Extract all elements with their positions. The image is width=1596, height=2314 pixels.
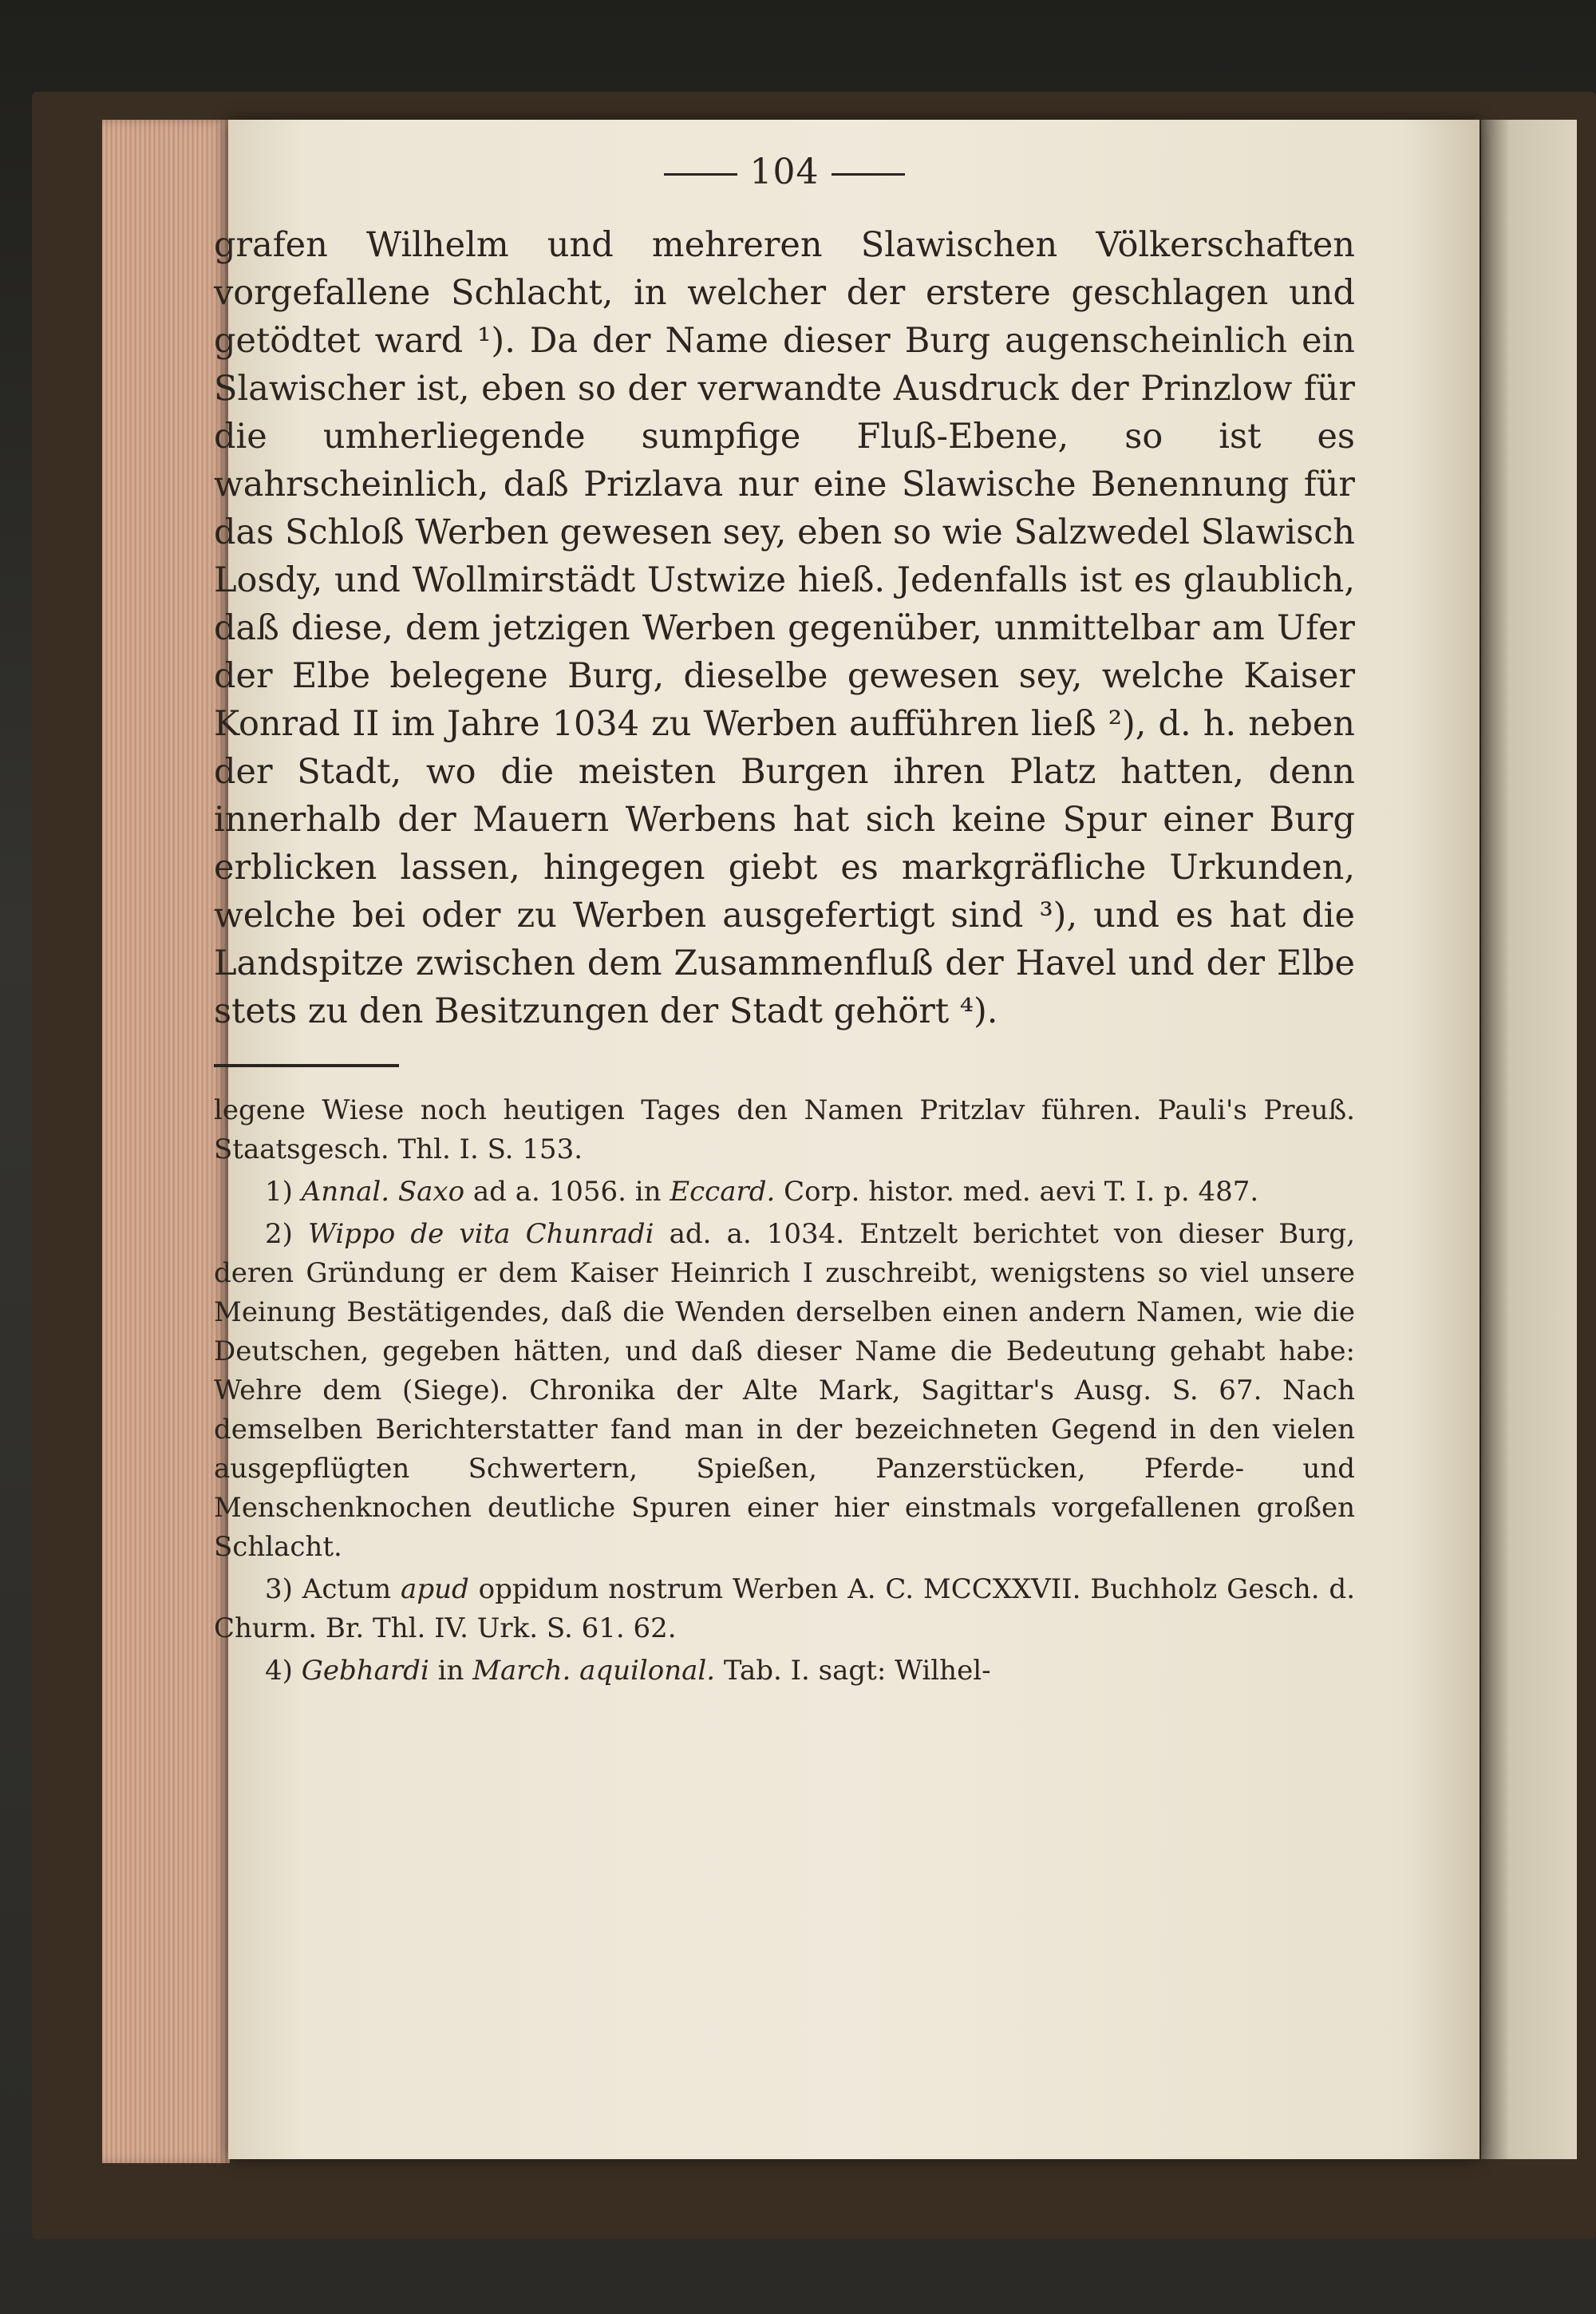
footnotes (214, 1091, 1355, 1691)
footnote-4-source: Gebhardi (301, 1655, 429, 1687)
footnote-1-text-2: Corp. histor. med. aevi T. I. p. 487. (775, 1176, 1259, 1208)
footnote-3-marker: 3) (265, 1573, 293, 1605)
footnote-3-italic: apud (401, 1573, 469, 1605)
footnote-1 (214, 1173, 1355, 1212)
footnote-4-text-2: Tab. I. sagt: Wilhel- (715, 1655, 991, 1687)
footnote-rule (214, 1064, 399, 1067)
footnote-4 (214, 1651, 1355, 1691)
footnote-2-text: ad. a. 1034. Entzelt berichtet von dieser Burg, deren Gründung er dem Kaiser Heinrich I zuschreibt, wenigstens so viel unsere Meinung Bestätigendes, daß die Wenden derselben einen andern Namen, wie die Deutschen, gegeben hätten, und daß dieser Name die Bedeutung gehabt habe: Wehre dem (Siege). Chronika der Alte Mark, Sagittar's Ausg. S. 67. Nach demselben Berichterstatter fand man in der bezeichneten Gegend in den vielen ausgepflügten Schwertern, Spießen, Panzerstücken, Pferde- und Menschenknochen deutliche Spuren einer hier einstmals vorgefallenen großen Schlacht. (214, 1218, 1356, 1563)
left-dash (664, 173, 737, 176)
page-number: 104 (749, 152, 820, 192)
footnote-1-source-2: Eccard. (670, 1176, 776, 1208)
main-text: grafen Wilhelm und mehreren Slawischen Völkerschaften vorgefallene Schlacht, in welcher der erstere geschlagen und getödtet ward ¹). Da der Name dieser Burg augenscheinlich ein Slawischer ist, eben so der verwandte Ausdruck der Prinzlow für die umherliegende sumpfige Fluß-Ebene, so ist es wahrscheinlich, daß Prizlava nur eine Slawische Benennung für das Schloß Werben gewesen sey, eben so wie Salzwedel Slawisch Losdy, und Wollmirstädt Ustwize hieß. Jedenfalls ist es glaublich, daß diese, dem jetzigen Werben gegenüber, unmittelbar am Ufer der Elbe belegene Burg, dieselbe gewesen sey, welche Kaiser Konrad II im Jahre 1034 zu Werben aufführen ließ ²), d. h. neben der Stadt, wo die meisten Burgen ihren Platz hatten, denn innerhalb der Mauern Werbens hat sich keine Spur einer Burg erblicken lassen, hingegen giebt es markgräfliche Urkunden, welche bei oder zu Werben ausgefertigt sind ³), und es hat die Landspitze zwischen dem Zusammenfluß der Havel und der Elbe stets zu den Besitzungen der Stadt gehört ⁴). (214, 225, 1355, 1031)
footnote-2-source: Wippo de vita Chunradi (308, 1218, 654, 1250)
page-edges (102, 120, 230, 2163)
right-dash (832, 173, 905, 176)
footnote-4-source-2: March. aquilonal. (472, 1655, 716, 1687)
footnote-4-text: in (429, 1655, 473, 1687)
adjacent-page-edge (1481, 120, 1577, 2159)
footnote-1-source: Annal. Saxo (301, 1176, 465, 1208)
footnote-3-text-2: oppidum nostrum Werben A. C. MCCXXVII. Buchholz Gesch. d. Churm. Br. Thl. IV. Urk. S. 61. 62. (214, 1573, 1356, 1644)
footnote-1-text: ad a. 1056. in (464, 1176, 670, 1208)
footnote-4-marker: 4) (265, 1655, 293, 1687)
footnote-3-text: Actum (292, 1573, 401, 1605)
page-number-header (214, 152, 1355, 192)
page-content (214, 152, 1355, 1694)
footnote-2-marker: 2) (265, 1218, 293, 1250)
footnote-1-marker: 1) (265, 1176, 293, 1208)
footnote-2 (214, 1215, 1355, 1567)
footnote-continuation: legene Wiese noch heutigen Tages den Namen Pritzlav führen. Pauli's Preuß. Staatsgesch. Thl. I. S. 153. (214, 1094, 1355, 1165)
footnote-3 (214, 1570, 1355, 1648)
